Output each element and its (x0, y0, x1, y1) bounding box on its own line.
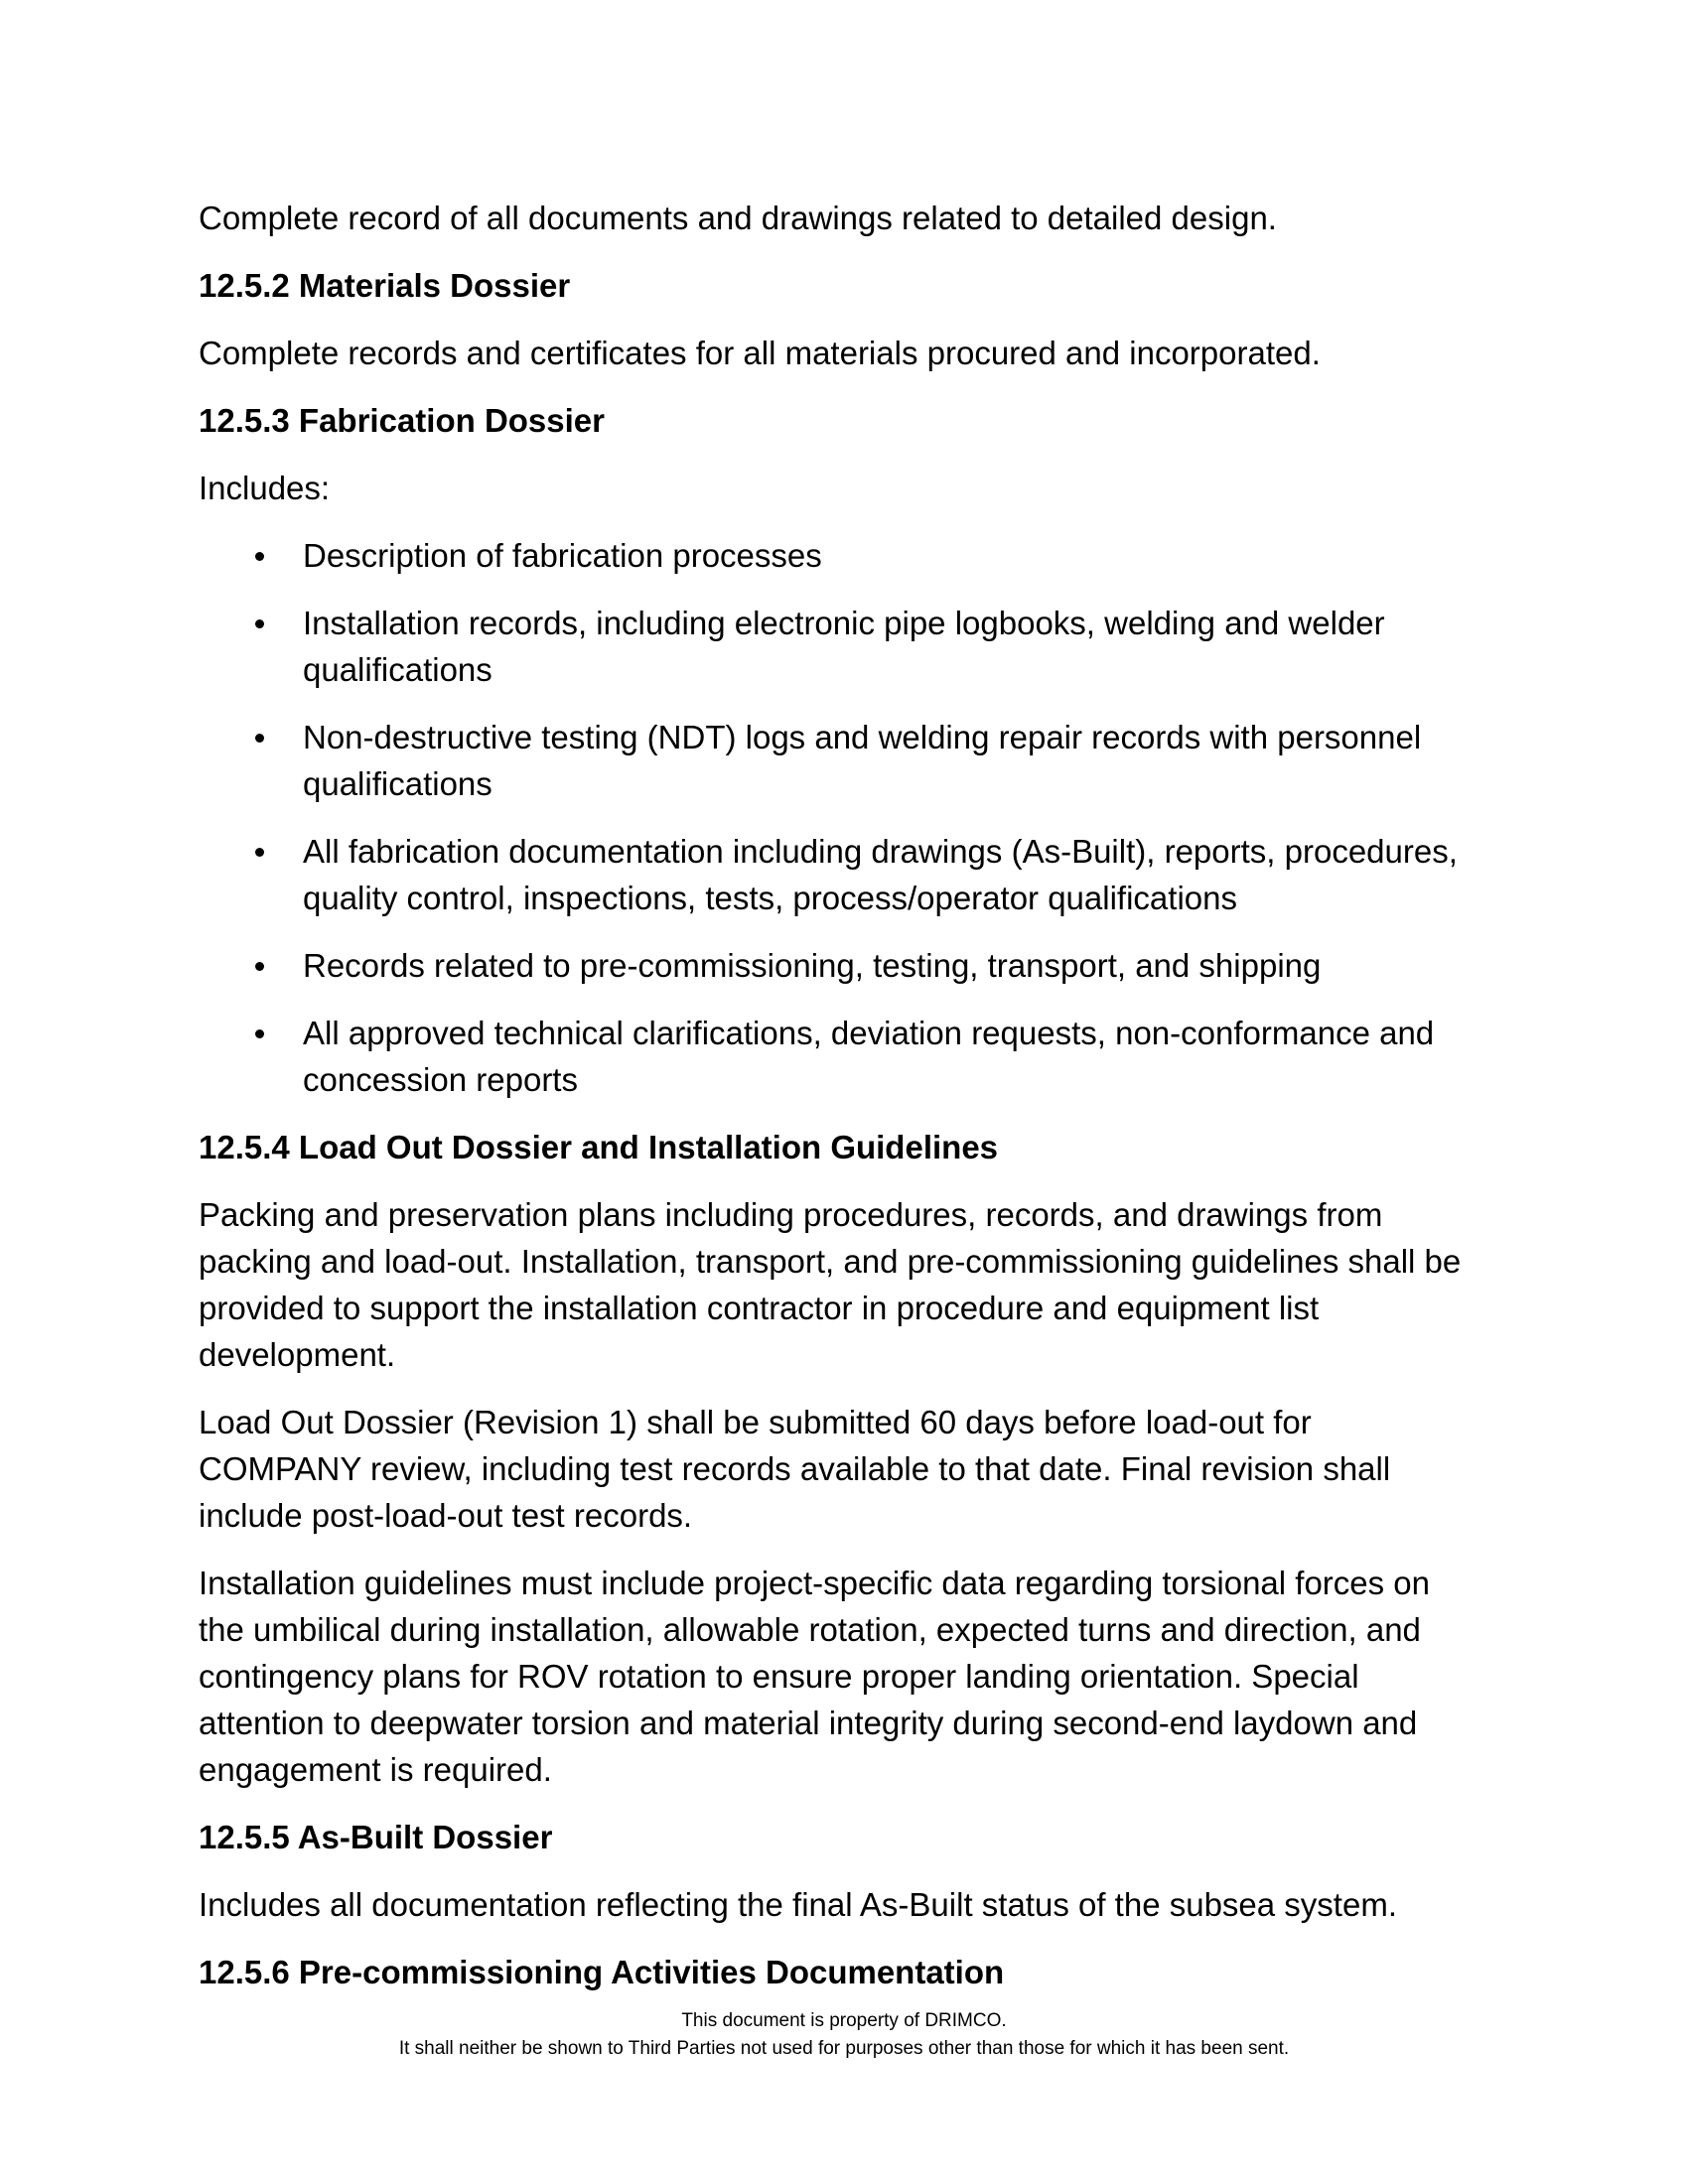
materials-paragraph: Complete records and certificates for all materials procured and incorporated. (199, 335, 1321, 371)
bullet-icon (255, 619, 264, 628)
packing-paragraph: Packing and preservation plans including procedures, records, and drawings from packing and load-out. Installation, transport, and pre-commissioning guidelines shall be provided to support the installation contractor in procedure and equipment list development. (199, 1196, 1462, 1373)
list-item-text: All fabrication documentation including drawings (As-Built), reports, procedures, quality control, inspections, tests, process/operator qualifications (303, 833, 1458, 916)
loadout-paragraph: Load Out Dossier (Revision 1) shall be submitted 60 days before load-out for COMPANY review, including test records available to that date. Final revision shall include post-load-out test records. (199, 1404, 1391, 1534)
asbuilt-paragraph: Includes all documentation reflecting the final As-Built status of the subsea system. (199, 1886, 1397, 1923)
heading-12-5-3: 12.5.3 Fabrication Dossier (199, 402, 606, 439)
bullet-icon (255, 1029, 264, 1038)
list-item-text: Description of fabrication processes (303, 537, 822, 574)
fabrication-bullet-list (199, 532, 1481, 1103)
list-item-text: All approved technical clarifications, deviation requests, non-conformance and concession reports (303, 1015, 1435, 1098)
includes-label: Includes: (199, 470, 331, 506)
heading-12-5-4: 12.5.4 Load Out Dossier and Installation Guidelines (199, 1129, 999, 1165)
intro-paragraph: Complete record of all documents and drawings related to detailed design. (199, 200, 1277, 236)
heading-12-5-2: 12.5.2 Materials Dossier (199, 267, 571, 304)
document-body (199, 195, 1481, 2016)
bullet-icon (255, 848, 264, 857)
list-item-text: Installation records, including electronic pipe logbooks, welding and welder qualifications (303, 605, 1385, 688)
heading-12-5-6: 12.5.6 Pre-commissioning Activities Documentation (199, 1954, 1005, 1990)
list-item (199, 828, 1481, 921)
bullet-icon (255, 552, 264, 561)
list-item (199, 532, 1481, 579)
list-item (199, 942, 1481, 989)
list-item (199, 1010, 1481, 1103)
list-item-text: Records related to pre-commissioning, testing, transport, and shipping (303, 947, 1322, 984)
page-footer (0, 2007, 1688, 2063)
footer-property-line: This document is property of DRIMCO. (681, 2010, 1007, 2031)
installation-paragraph: Installation guidelines must include project-specific data regarding torsional forces on the umbilical during installation, allowable rotation, expected turns and direction, and contingency plans for ROV rotation to ensure proper landing orientation. Special attention to deepwater torsion and material integrity during second-end laydown and engagement is required. (199, 1565, 1431, 1788)
list-item (199, 714, 1481, 807)
bullet-icon (255, 962, 264, 971)
list-item (199, 600, 1481, 693)
bullet-icon (255, 734, 264, 743)
heading-12-5-5: 12.5.5 As-Built Dossier (199, 1819, 553, 1855)
footer-disclaimer-line: It shall neither be shown to Third Parties not used for purposes other than those for which it has been sent. (398, 2038, 1290, 2059)
list-item-text: Non-destructive testing (NDT) logs and welding repair records with personnel qualifications (303, 719, 1422, 802)
